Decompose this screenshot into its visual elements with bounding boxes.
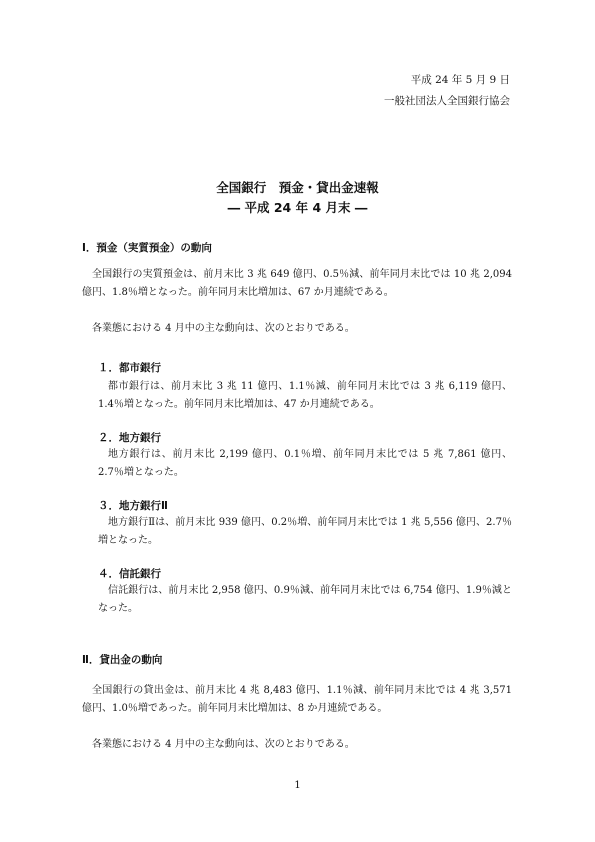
loans-intro-paragraph: 各業態における 4 月中の主な動向は、次のとおりである。 [92, 739, 355, 750]
regional-banks-paragraph: 地方銀行は、前月末比 2,199 億円、0.1％増、前年同月末比では 5 兆 7,861 億円、2.7％増となった。 [98, 449, 512, 478]
section-heading-deposits: Ⅰ．預金（実質預金）の動向 [82, 242, 212, 254]
section-heading-loans: Ⅱ．貸出金の動向 [82, 654, 163, 666]
organization-name: 一般社団法人全国銀行協会 [384, 95, 510, 107]
document-subtitle: ― 平成 24 年 4 月末 ― [227, 200, 368, 215]
document-date: 平成 24 年 5 月 9 日 [410, 74, 510, 86]
page-number: 1 [294, 780, 301, 791]
city-banks-paragraph: 都市銀行は、前月末比 3 兆 11 億円、1.1％減、前年同月末比では 3 兆 6,119 億円、1.4％増となった。前年同月末比増加は、47 か月連続である。 [98, 381, 512, 410]
trust-banks-paragraph: 信託銀行は、前月末比 2,958 億円、0.9％減、前年同月末比では 6,754 億円、1.9％減となった。 [98, 585, 512, 614]
document-title: 全国銀行 預金・貸出金速報 [216, 180, 379, 195]
subsection-heading-regional-banks: ２．地方銀行 [98, 432, 161, 444]
regional-banks-2-paragraph: 地方銀行Ⅱは、前月末比 939 億円、0.2％増、前年同月末比では 1 兆 5,556 億円、2.7％増となった。 [98, 517, 512, 546]
deposits-summary-paragraph: 全国銀行の実質預金は、前月末比 3 兆 649 億円、0.5％減、前年同月末比では 10 兆 2,094 億円、1.8％増となった。前年同月末比増加は、67 か月連続である。 [82, 269, 512, 298]
subsection-heading-regional-banks-2: ３．地方銀行Ⅱ [98, 500, 168, 512]
loans-summary-paragraph: 全国銀行の貸出金は、前月末比 4 兆 8,483 億円、1.1％減、前年同月末比では 4 兆 3,571 億円、1.0％増であった。前年同月末比増加は、8 か月連続である。 [82, 685, 512, 714]
subsection-heading-city-banks: １．都市銀行 [98, 362, 161, 374]
deposits-intro-paragraph: 各業態における 4 月中の主な動向は、次のとおりである。 [92, 323, 355, 334]
subsection-heading-trust-banks: ４．信託銀行 [98, 568, 161, 580]
